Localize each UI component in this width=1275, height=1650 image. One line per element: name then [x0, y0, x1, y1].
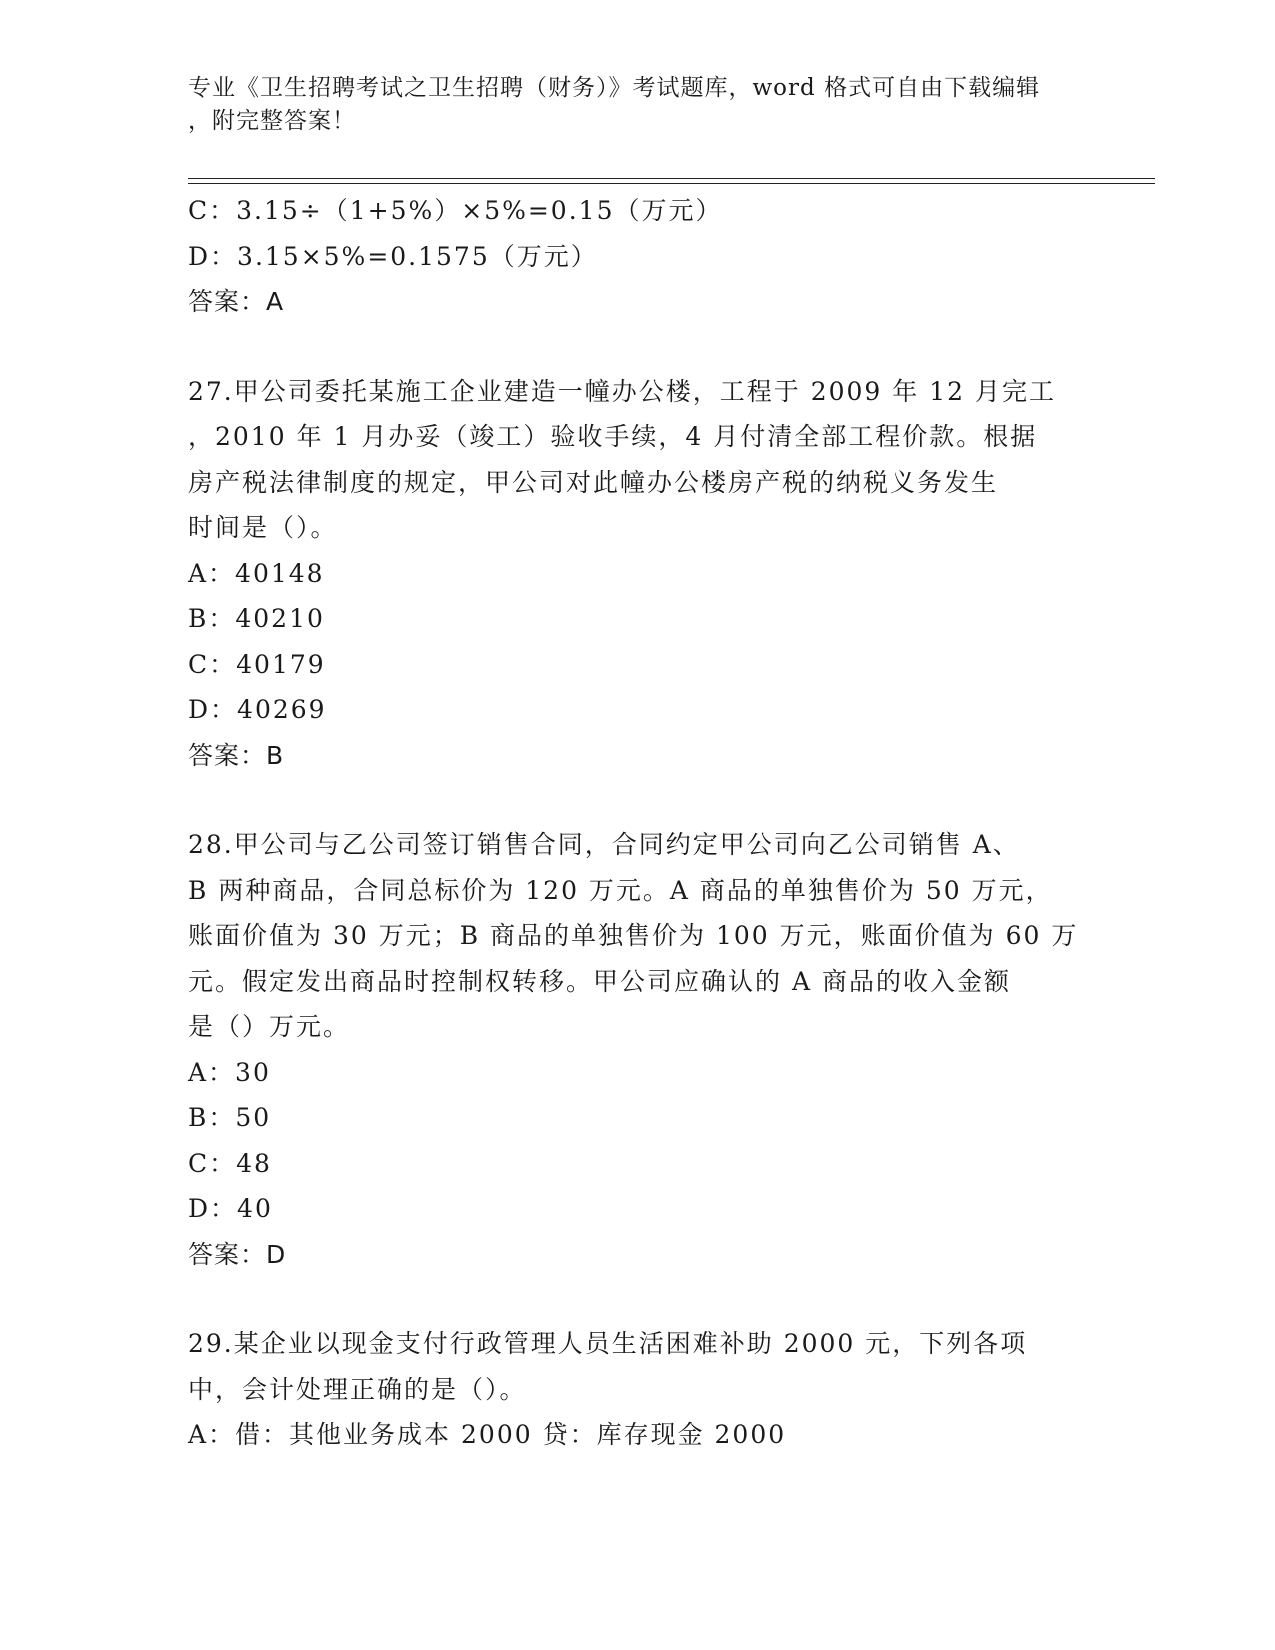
option-a: A：30: [188, 1057, 271, 1087]
answer-label: 答案：B: [188, 740, 285, 770]
option-a: A：借：其他业务成本 2000 贷：库存现金 2000: [188, 1420, 787, 1449]
question-line: 时间是（）。: [188, 513, 338, 542]
question-line: 账面价值为 30 万元；B 商品的单独售价为 100 万元，账面价值为 60 万: [188, 921, 1079, 950]
question-line: ，2010 年 1 月办妥（竣工）验收手续，4 月付清全部工程价款。根据: [188, 422, 1038, 451]
option-c: C：48: [188, 1148, 272, 1178]
question-line: 中，会计处理正确的是（）。: [188, 1374, 527, 1404]
option-c: C：3.15÷（1+5%）×5%=0.15（万元）: [188, 196, 723, 225]
header-divider-top: [188, 178, 1155, 179]
question-29: [188, 1321, 1088, 1458]
header-line-2: ，附完整答案！: [188, 108, 356, 134]
question-line: B 两种商品，合同总标价为 120 万元。A 商品的单独售价为 50 万元，: [188, 875, 1053, 905]
question-28: [188, 822, 1088, 1277]
question-27: [188, 369, 1088, 779]
question-line: 是（）万元。: [188, 1012, 351, 1041]
header-line-1: 专业《卫生招聘考试之卫生招聘（财务）》考试题库，word 格式可自由下载编辑: [188, 75, 1041, 101]
option-a: A：40148: [188, 558, 325, 588]
option-d: D：3.15×5%=0.1575（万元）: [188, 241, 598, 271]
question-line: 房产税法律制度的规定，甲公司对此幢办公楼房产税的纳税义务发生: [188, 467, 999, 497]
document-body: [188, 188, 1088, 1458]
question-line: 27.甲公司委托某施工企业建造一幢办公楼，工程于 2009 年 12 月完工: [188, 376, 1056, 406]
option-b: B：40210: [188, 604, 325, 633]
answer-label: 答案：D: [188, 1239, 287, 1269]
question-line: 29.某企业以现金支付行政管理人员生活困难补助 2000 元，下列各项: [188, 1329, 1028, 1358]
option-d: D：40269: [188, 695, 327, 724]
question-line: 28.甲公司与乙公司签订销售合同，合同约定甲公司向乙公司销售 A、: [188, 830, 1020, 859]
answer-label: 答案：A: [188, 287, 285, 316]
option-b: B：50: [188, 1103, 272, 1132]
question-line: 元。假定发出商品时控制权转移。甲公司应确认的 A 商品的收入金额: [188, 966, 1011, 996]
option-d: D：40: [188, 1194, 273, 1223]
option-c: C：40179: [188, 649, 326, 679]
header-divider-bottom: [188, 183, 1155, 184]
document-header: [188, 72, 1088, 138]
